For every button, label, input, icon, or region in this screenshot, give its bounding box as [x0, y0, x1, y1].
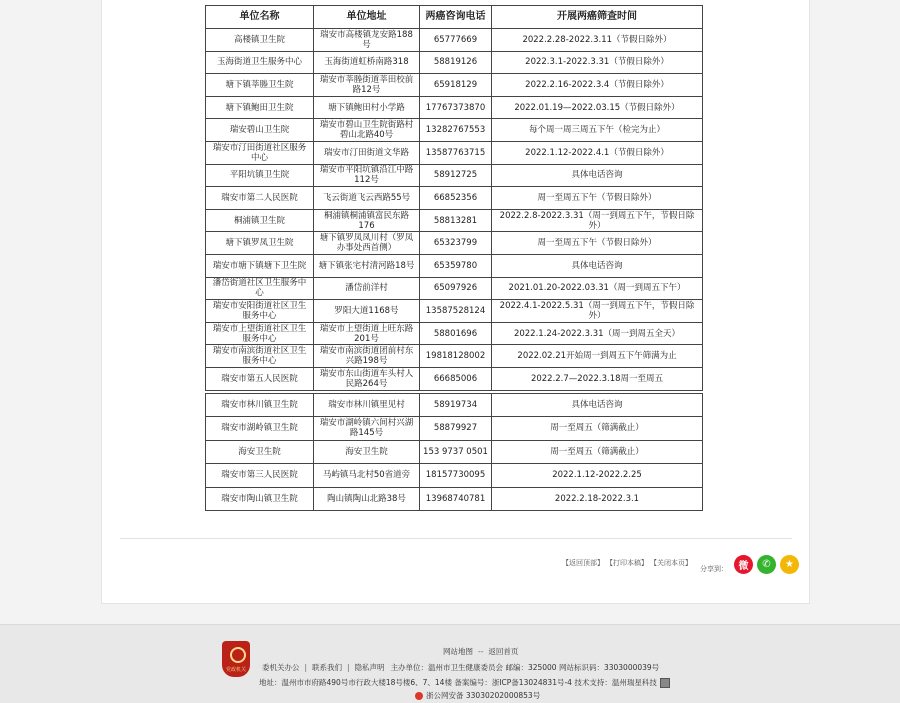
table-row: [206, 187, 703, 210]
table-cell: 玉海街道卫生服务中心: [206, 51, 314, 74]
table-row: [206, 164, 703, 187]
table-cell: 瑞安市东山街道车头村人民路264号: [314, 367, 420, 390]
footer-address: [259, 677, 670, 688]
table-cell: 陶山镇陶山北路38号: [314, 487, 420, 511]
table-row: [206, 277, 703, 300]
table-cell: 周一至周五下午（节假日除外）: [492, 187, 703, 210]
address-text: 地址：温州市市府路490号市行政大楼18号楼6、7、14楼 备案编号：浙ICP备13024831号-4 技术支持：温州瑞星科技: [259, 678, 657, 687]
table-row: [206, 96, 703, 119]
table-cell: 瑞安市上望街道社区卫生服务中心: [206, 322, 314, 345]
table-cell: 瑞安市第五人民医院: [206, 367, 314, 390]
table-cell: 66685006: [420, 367, 492, 390]
table-cell: 塘下镇鲍田村小学路: [314, 96, 420, 119]
government-emblem-icon: [222, 641, 250, 677]
table-cell: 瑞安市湖岭镇卫生院: [206, 417, 314, 441]
table-cell: 塘下镇张宅村清河路18号: [314, 254, 420, 277]
table-row: [206, 487, 703, 511]
table-cell: 58813281: [420, 209, 492, 232]
table-row: [206, 209, 703, 232]
site-footer: [0, 624, 900, 703]
table-cell: 瑞安市安阳街道社区卫生服务中心: [206, 300, 314, 323]
table-row: [206, 232, 703, 255]
favorite-star-icon[interactable]: ★: [780, 555, 799, 574]
table-cell: 瑞安市南滨街道团前村东兴路198号: [314, 345, 420, 368]
table-cell: 瑞安市高楼镇龙安路188号: [314, 29, 420, 52]
table-cell: 2022.4.1-2022.5.31（周一到周五下午，节假日除外）: [492, 300, 703, 323]
report-icon[interactable]: [660, 678, 670, 688]
table-row: [206, 119, 703, 142]
table-cell: 海安卫生院: [314, 440, 420, 464]
table-row: [206, 141, 703, 164]
table-row: [206, 464, 703, 488]
column-header: 开展两癌筛查时间: [492, 6, 703, 29]
table-row: [206, 367, 703, 390]
table-cell: 2022.1.12-2022.4.1（节假日除外）: [492, 141, 703, 164]
back-to-top-link[interactable]: 【返回顶部】: [562, 559, 604, 567]
table-cell: 瑞安市上望街道上旺东路201号: [314, 322, 420, 345]
content-card: [101, 0, 810, 604]
table-header-row: [206, 6, 703, 29]
table-cell: 周一至周五（筛满截止）: [492, 440, 703, 464]
table-cell: 2022.2.18-2022.3.1: [492, 487, 703, 511]
table-cell: 具体电话咨询: [492, 254, 703, 277]
footer-police: [415, 690, 540, 701]
table-cell: 平阳坑镇卫生院: [206, 164, 314, 187]
wechat-share-icon[interactable]: ✆: [757, 555, 776, 574]
column-header: 两癌咨询电话: [420, 6, 492, 29]
table-cell: 瑞安市陶山镇卫生院: [206, 487, 314, 511]
table-row: [206, 300, 703, 323]
table-cell: 2022.2.7—2022.3.18周一至周五: [492, 367, 703, 390]
table-cell: 13587763715: [420, 141, 492, 164]
table-row: [206, 345, 703, 368]
table-cell: 65359780: [420, 254, 492, 277]
share-bar: [700, 554, 799, 574]
table-row: [206, 29, 703, 52]
content-divider: [120, 538, 792, 539]
table-cell: 2022.2.28-2022.3.11（节假日除外）: [492, 29, 703, 52]
table-cell: 潘岱街道社区卫生服务中心: [206, 277, 314, 300]
table-cell: 13968740781: [420, 487, 492, 511]
footer-nav: 网站地图 -- 返回首页: [443, 647, 519, 656]
table-cell: 153 9737 0501: [420, 440, 492, 464]
table-cell: 瑞安市莘塍街道莘田校前路12号: [314, 74, 420, 97]
table-cell: 塘下镇莘塍卫生院: [206, 74, 314, 97]
table-cell: 每个周一周三周五下午（检完为止）: [492, 119, 703, 142]
table-cell: 65323799: [420, 232, 492, 255]
table-row: [206, 322, 703, 345]
table-cell: 18157730095: [420, 464, 492, 488]
table-cell: 58879927: [420, 417, 492, 441]
table-cell: 瑞安市第二人民医院: [206, 187, 314, 210]
table-cell: 2022.2.16-2022.3.4（节假日除外）: [492, 74, 703, 97]
table-cell: 瑞安市塘下镇塘下卫生院: [206, 254, 314, 277]
table-cell: 瑞安市湖岭镇六间村兴湖路145号: [314, 417, 420, 441]
page-actions: [562, 558, 692, 568]
table-cell: 瑞安市汀田街道社区服务中心: [206, 141, 314, 164]
sponsor-info: 主办单位：温州市卫生健康委员会 邮编：325000 网站标识码：3303000039号: [390, 663, 660, 672]
table-cell: 具体电话咨询: [492, 164, 703, 187]
screening-schedule-table: [205, 5, 703, 511]
table-cell: 马屿镇马北村50省道旁: [314, 464, 420, 488]
table-cell: 58819126: [420, 51, 492, 74]
table-cell: 周一至周五下午（节假日除外）: [492, 232, 703, 255]
table-cell: 17767373870: [420, 96, 492, 119]
column-header: 单位地址: [314, 6, 420, 29]
table-cell: 2022.02.21开始周一到周五下午筛满为止: [492, 345, 703, 368]
table-cell: 周一至周五（筛满截止）: [492, 417, 703, 441]
table-cell: 2022.1.12-2022.2.25: [492, 464, 703, 488]
table-cell: 19818128002: [420, 345, 492, 368]
sitemap-link[interactable]: 网站地图: [443, 647, 473, 656]
table-cell: 瑞安市南滨街道社区卫生服务中心: [206, 345, 314, 368]
table-cell: 2022.1.24-2022.3.31（周一到周五全天）: [492, 322, 703, 345]
table-row: [206, 417, 703, 441]
table-cell: 58801696: [420, 322, 492, 345]
table-cell: 潘岱前洋村: [314, 277, 420, 300]
office-link[interactable]: 委机关办公: [262, 663, 300, 672]
table-cell: 13587528124: [420, 300, 492, 323]
table-cell: 2022.2.8-2022.3.31（周一到周五下午，节假日除外）: [492, 209, 703, 232]
table-cell: 飞云街道飞云西路55号: [314, 187, 420, 210]
table-cell: 玉海街道虹桥南路318: [314, 51, 420, 74]
table-row: [206, 393, 703, 417]
table-cell: 高楼镇卫生院: [206, 29, 314, 52]
table-cell: 65918129: [420, 74, 492, 97]
footer-links: 委机关办公 | 联系我们 | 隐私声明 主办单位：温州市卫生健康委员会 邮编：325000 网站标识码：3303000039号: [262, 663, 660, 672]
table-cell: 瑞安市第三人民医院: [206, 464, 314, 488]
emblem-text: 党政机关: [225, 667, 246, 673]
table-cell: 桐浦镇卫生院: [206, 209, 314, 232]
table-cell: 58919734: [420, 393, 492, 417]
column-header: 单位名称: [206, 6, 314, 29]
privacy-link[interactable]: 隐私声明: [354, 663, 385, 672]
table-cell: 瑞安市林川镇里见村: [314, 393, 420, 417]
table-cell: 2022.3.1-2022.3.31（节假日除外）: [492, 51, 703, 74]
home-link[interactable]: 返回首页: [488, 647, 519, 656]
table-row: [206, 254, 703, 277]
table-row: [206, 440, 703, 464]
table-cell: 塘下镇罗凤凤川村（罗凤办事处西首侧）: [314, 232, 420, 255]
table-cell: 66852356: [420, 187, 492, 210]
table-cell: 58912725: [420, 164, 492, 187]
print-link[interactable]: 【打印本稿】: [606, 559, 648, 567]
table-cell: 2021.01.20-2022.03.31（周一到周五下午）: [492, 277, 703, 300]
table-cell: 海安卫生院: [206, 440, 314, 464]
table-cell: 瑞安碧山卫生院: [206, 119, 314, 142]
share-label: 分享到：: [700, 565, 728, 573]
police-badge-icon: [415, 692, 423, 700]
contact-us-link[interactable]: 联系我们: [312, 663, 343, 672]
table-cell: 65097926: [420, 277, 492, 300]
table-cell: 65777669: [420, 29, 492, 52]
table-row: [206, 74, 703, 97]
table-cell: 瑞安市林川镇卫生院: [206, 393, 314, 417]
table-cell: 瑞安市碧山卫生院街路村碧山北路40号: [314, 119, 420, 142]
table-row: [206, 51, 703, 74]
police-record-link[interactable]: 浙公网安备 33030202000853号: [426, 691, 541, 700]
table-cell: 塘下镇鲍田卫生院: [206, 96, 314, 119]
table-cell: 塘下镇罗凤卫生院: [206, 232, 314, 255]
table-cell: 13282767553: [420, 119, 492, 142]
table-cell: 具体电话咨询: [492, 393, 703, 417]
table-cell: 桐浦镇桐浦镇富民东路176: [314, 209, 420, 232]
table-cell: 瑞安市平阳坑镇沿江中路112号: [314, 164, 420, 187]
table-cell: 2022.01.19—2022.03.15（节假日除外）: [492, 96, 703, 119]
close-page-link[interactable]: 【关闭本页】: [650, 559, 692, 567]
table-cell: 瑞安市汀田街道文华路: [314, 141, 420, 164]
table-cell: 罗阳大道1168号: [314, 300, 420, 323]
weibo-share-icon[interactable]: 微: [734, 555, 753, 574]
